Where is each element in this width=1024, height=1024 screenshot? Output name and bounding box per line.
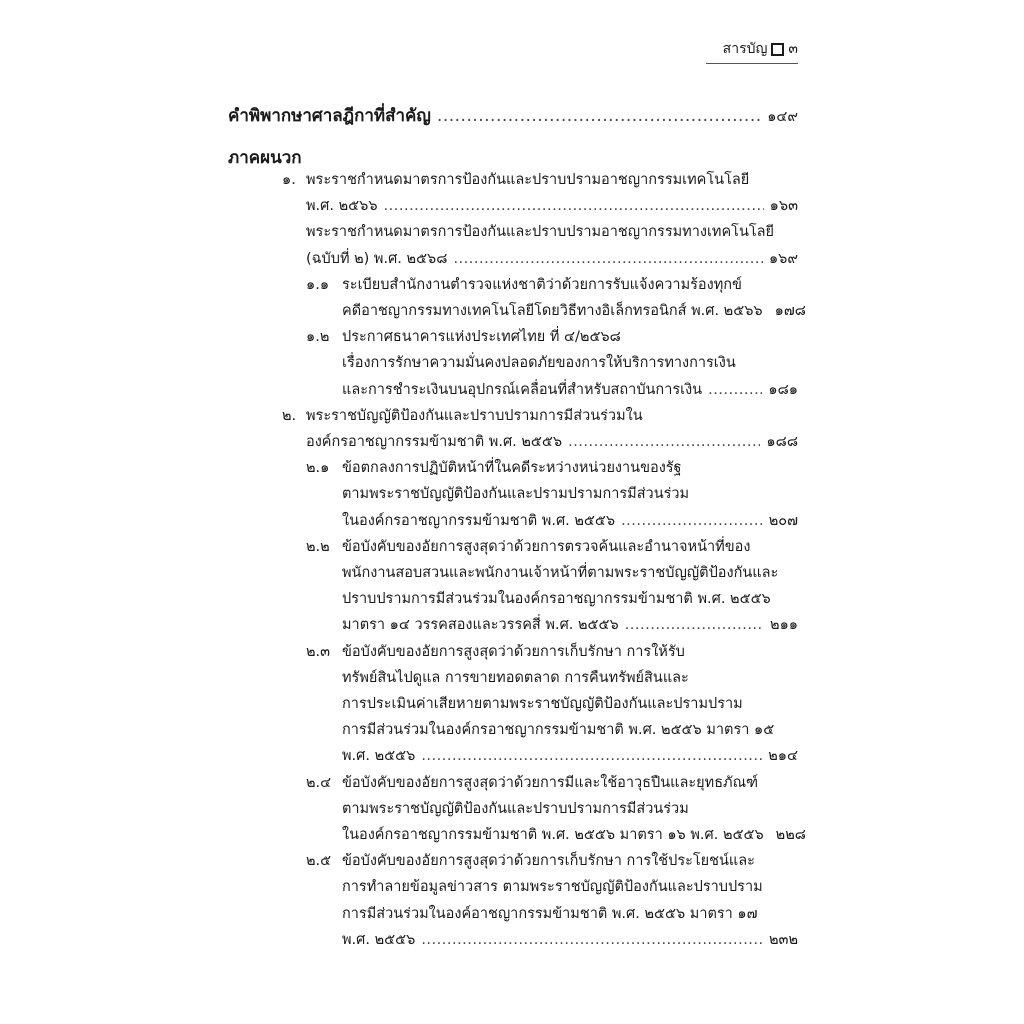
dot-leader [568,432,760,452]
entry-number: ๒. [282,407,297,424]
entry-page-number: ๒๒๘ [775,827,806,843]
entry-last-line[interactable] [342,746,798,766]
entry-text-line: ระเบียบสำนักงานตำรวจแห่งชาติว่าด้วยการรับแจ้งความร้องทุกข์ [342,276,742,293]
entry-page-number: ๑๘๘ [766,434,798,450]
entry-text-line: ประกาศธนาคารแห่งประเทศไทย ที่ ๔/๒๕๖๘ [342,329,621,346]
entry-text-line: องค์กรอาชญากรรมข้ามชาติ พ.ศ. ๒๕๕๖ [306,434,563,450]
header-section-label: สารบัญ [722,41,768,57]
dot-leader [453,249,763,269]
entry-text-line: ปราบปรามการมีส่วนร่วมในองค์กรอาชญากรรมข้ามชาติ พ.ศ. ๒๕๕๖ [342,591,771,608]
entry-text-line: พระราชกำหนดมาตรการป้องกันและปราบปรามอาชญากรรมเทคโนโลยี [306,172,750,188]
entry-page-number: ๑๘๑ [768,381,798,398]
entry-last-line[interactable] [342,615,798,635]
header-rule [706,63,798,64]
entry-text-line: ข้อบังคับของอัยการสูงสุดว่าด้วยการเก็บรักษา การใช้ประโยชน์และ [342,853,755,870]
square-bullet-icon [771,43,784,56]
entry-text-line: พระราชบัญญัติป้องกันและปราบปรามการมีส่วนร่วมใน [306,407,643,424]
entry-text-line: ข้อบังคับของอัยการสูงสุดว่าด้วยการเก็บรักษา การให้รับ [342,643,685,660]
entry-last-line[interactable] [306,196,798,216]
entry-text-line: และการชำระเงินบนอุปกรณ์เคลื่อนที่สำหรับสถาบันการเงิน [342,381,703,398]
running-header [706,38,798,60]
entry-text-line: มาตรา ๑๔ วรรคสองและวรรคสี่ พ.ศ. ๒๕๕๖ [342,617,619,634]
entry-text-line: ตามพระราชบัญญัติป้องกันและปรามปรามการมีส่วนร่วม [342,486,690,503]
main-entry-title: คำพิพากษาศาลฎีกาที่สำคัญ [228,106,431,126]
entry-number: ๒.๓ [306,643,331,660]
entry-text-line: ในองค์กรอาชญากรรมข้ามชาติ พ.ศ. ๒๕๕๖ มาตรา ๑๖ พ.ศ. ๒๕๕๖ [342,827,764,843]
header-page-number: ๓ [788,41,798,57]
entry-last-line[interactable] [306,432,798,452]
entry-page-number: ๒๐๗ [768,512,798,529]
entry-text-line: การมีส่วนร่วมในองค์กรอาชญากรรมข้ามชาติ พ.ศ. ๒๕๕๖ มาตรา ๑๕ [342,722,775,739]
entry-number: ๑. [282,172,296,188]
entry-number: ๑.๒ [306,329,330,346]
entry-text-line: ข้อบังคับของอัยการสูงสุดว่าด้วยการตรวจค้นและอำนาจหน้าที่ของ [342,538,751,555]
dot-leader [421,746,762,766]
main-entry [228,104,798,129]
entry-last-line[interactable] [306,249,798,269]
entry-last-line[interactable] [342,301,806,321]
entry-text-line: ทรัพย์สินไปดูแล การขายทอดตลาด การคืนทรัพย์สินและ [342,669,689,686]
entry-last-line[interactable] [342,825,806,845]
dot-leader [384,196,764,216]
entry-text-line: ในองค์กรอาชญากรรมข้ามชาติ พ.ศ. ๒๕๕๖ [342,512,616,529]
entry-page-number: ๒๓๒ [768,931,798,948]
appendix-heading: ภาคผนวก [228,148,302,168]
entry-page-number: ๑๖๙ [768,250,798,267]
entry-page-number: ๒๑๑ [770,617,798,634]
dot-leader [625,615,764,635]
entry-text-line: เรื่องการรักษาความมั่นคงปลอดภัยของการให้บริการทางการเงิน [342,355,736,372]
entry-number: ๒.๕ [306,853,332,870]
dot-leader [621,511,763,531]
entry-text-line: (ฉบับที่ ๒) พ.ศ. ๒๕๖๘ [306,250,448,267]
entry-number: ๑.๑ [306,276,330,293]
dot-leader [437,104,761,128]
entry-text-line: ข้อบังคับของอัยการสูงสุดว่าด้วยการมีและใช้อาวุธปืนและยุทธภัณฑ์ [342,774,759,791]
dot-leader [708,380,762,400]
entry-text-line: พระราชกำหนดมาตรการป้องกันและปราบปรามอาชญากรรมทางเทคโนโลยี [306,224,775,241]
entry-last-line[interactable] [342,380,798,400]
entry-last-line[interactable] [342,930,798,950]
entry-text-line: ตามพระราชบัญญัติป้องกันและปราบปรามการมีส่วนร่วม [342,800,689,817]
entry-page-number: ๑๗๘ [774,303,806,319]
dot-leader [421,930,763,950]
entry-text-line: คดีอาชญากรรมทางเทคโนโลยีโดยวิธีทางอิเล็กทรอนิกส์ พ.ศ. ๒๕๖๖ [342,303,763,319]
entry-text-line: พ.ศ. ๒๕๖๖ [306,198,378,215]
entry-page-number: ๑๖๓ [769,198,798,215]
entry-number: ๒.๑ [306,460,330,477]
entry-text-line: ข้อตกลงการปฏิบัติหน้าที่ในคดีระหว่างหน่วยงานของรัฐ [342,460,682,477]
entry-number: ๒.๒ [306,538,330,555]
entry-text-line: พนักงานสอบสวนและพนักงานเจ้าหน้าที่ตามพระราชบัญญัติป้องกันและ [342,565,779,581]
entry-last-line[interactable] [342,511,798,531]
entry-text-line: การมีส่วนร่วมในองค์อาชญากรรมข้ามชาติ พ.ศ. ๒๕๕๖ มาตรา ๑๗ [342,905,758,922]
entry-text-line: การทำลายข้อมูลข่าวสาร ตามพระราชบัญญัติป้องกันและปราบปราม [342,879,763,896]
main-entry-page: ๑๔๙ [767,109,798,125]
entry-number: ๒.๔ [306,774,332,791]
entry-text-line: การประเมินค่าเสียหายตามพระราชบัญญัติป้องกันและปรามปราม [342,696,743,712]
entry-page-number: ๒๑๔ [768,748,798,765]
entry-text-line: พ.ศ. ๒๕๕๖ [342,748,416,765]
entry-text-line: พ.ศ. ๒๕๕๖ [342,931,416,948]
